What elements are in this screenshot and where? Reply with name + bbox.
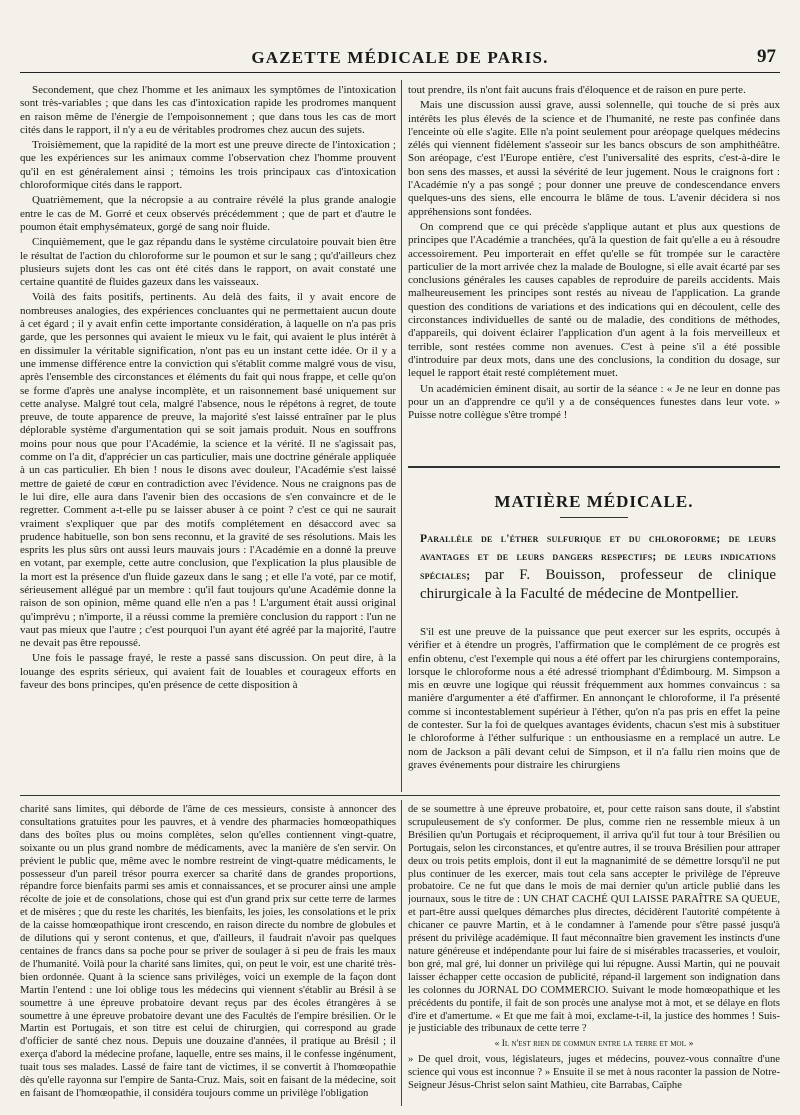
section-title-rule <box>560 517 628 518</box>
page-number: 97 <box>757 46 776 67</box>
column-divider <box>401 80 402 792</box>
paragraph: » De quel droit, vous, législateurs, juges et médecins, pouvez-vous connaître d'une science qui vous est inconnue ? » Ensuite il se met à nous raconter la passion de Notre-Seigneur Jésus-Christ selon saint Mathieu, cite Barrabas, Caïphe <box>408 1054 780 1092</box>
article-body <box>408 626 780 790</box>
section-title: MATIÈRE MÉDICALE. <box>494 492 694 511</box>
article-title <box>420 530 776 604</box>
left-column-top <box>20 84 396 790</box>
paragraph: Voilà des faits positifs, pertinents. Au delà des faits, il y avait encore de nombreuses analogies, des expériences concluantes qui ne permettaient aucun doute à cet égard ; il y avait enfin cette importante considération, à laquelle on n'a pas pris garde, que les personnes qui avaient le mieux vu le fait, qui avaient le plus intérêt à en dissimuler la véritable signification, n'ont pas eu un instant cette idée. Or il y a une immense différence entre la conviction qui s'établit comme malgré vous de visu, après l'ensemble des circonstances et éléments du fait qui nous frappe, et celle qu'on se forme d'après une analyse incomplète, et un raisonnement basé uniquement sur cette analyse. Malgré tout cela, malgré l'absence, nous le répétons à regret, de toute preuve, de toute apparence de preuve, la majorité s'est laissé entraîner par le plus déplorable système d'argumentation qui se soit jamais produit. Nous en souffrons moins pour nous que pour l'Académie, la science et la vérité. Il ne s'agissait pas, comme on l'a dit, d'apprécier un cas particulier, mais une doctrine générale appliquée à un cas particulier. Eh bien ! nous le disons avec douleur, l'Académie s'est laissé mettre de gaieté de cœur en contradiction avec l'évidence. Nous ne craignons pas de le lui dire, elle aura dans l'avenir bien des occasions de s'en convaincre et de le regretter. Comment a-t-elle pu se laisser abuser à ce point ? c'est ce qui ne saurait vraiment s'expliquer que par des motifs complétement en désaccord avec sa prudence habituelle, son bon sens reconnu, et la gravité de ses résolutions. Mais les esprits les plus sûrs ont aussi leurs mauvais jours : l'Académie en a donné la preuve en votant, par exemple, cette autre conclusion, que l'explication la plus plausible de la mort est la présence d'un fluide gazeux dans le sang ; et elle l'a voté, par ce motif, sérieusement allégué par un membre : qu'il faut toujours qu'une Académie donne la raison de son opinion, même quand elle n'en a pas ! L'argument était aussi original qu'imprévu ; n'importe, il a réussi comme la première conclusion du rapport : l'un ne vaut pas mieux que l'autre ; c'est pourquoi l'un ayant été agréé par la majorité, l'autre ne devait pas être repoussé. <box>20 291 396 650</box>
quotation: « Il n'est rien de commun entre la terre et moi. » <box>494 1039 694 1050</box>
paragraph: Une fois le passage frayé, le reste a passé sans discussion. On peut dire, à la louange des esprits sérieux, qui avaient fait de louables et courageux efforts en faveur des bons principes, qu'en présence de cette disposition à <box>20 652 396 692</box>
right-column-top <box>408 84 780 462</box>
paragraph: Secondement, que chez l'homme et les animaux les symptômes de l'intoxication sont très-variables ; que dans les cas d'intoxication rapide les prodromes manquent en raison même de l'énergie de l'empoisonnement ; que dans tous les cas de mort cités dans le rapport, il n'y a eu de véritables prodromes chez aucun des sujets. <box>20 84 396 136</box>
column-divider-lower <box>401 800 402 1106</box>
page-header <box>20 46 780 73</box>
article-author: par F. Bouisson, professeur de clinique chirurgicale à la Faculté de médecine de Montpellier. <box>420 567 777 602</box>
running-title: GAZETTE MÉDICALE DE PARIS. <box>251 48 549 67</box>
section-separator <box>408 466 780 468</box>
paragraph: Cinquièmement, que le gaz répandu dans le système circulatoire pouvait bien être le résultat de l'action du chloroforme sur le poumon et sur le sang ; qu'd'ailleurs chez plusieurs sujets dont les cas ont été cités dans le rapport, on avait constaté une certaine quantité de fluides gazeux dans les vaisseaux. <box>20 236 396 289</box>
right-column-bottom <box>408 804 780 1104</box>
paragraph: charité sans limites, qui déborde de l'âme de ces messieurs, consiste à annoncer des consultations gratuites pour les pauvres, et à vendre des pharmacies homœopathiques dans des boîtes plus ou moins complètes, selon qu'elles contiennent vingt-quatre, soixante ou un plus grand nombre de médicaments, avec la manière de s'en servir. On prévient le public que, même avec le nombre restreint de vingt-quatre médicaments, le possesseur d'un pareil trésor pourra exercer sa charité dans de grandes proportions, répandre force bienfaits parmi ses amis et connaissances, et se procurer ainsi une ample récolte de joie et de consolations, chose qui est d'un grand prix sur cette terre de larmes et de misères ; que du reste les charités, les bienfaits, les joies, les consolations et le prix de la caisse homœopathique iront crescendo, en raison directe du nombre de globules et de dilutions qui y seront contenus, et que, d'ailleurs, il faudrait n'avoir pas quelques centaines de francs dans sa poche pour se priver de soulager à si peu de frais les maux de l'humanité. Voilà pour la charité sans limites, qui, on peut le voir, est une charité très-bien ordonnée. Quant à la science sans privilèges, voici un exemple de la façon dont Martin l'entend : une loi oblige tous les médecins qui viennent s'établir au Brésil à se soumettre à une épreuve probatoire devant reçus par des écoles étrangères à se soumettre à une épreuve probatoire devant une des Facultés de l'empire brésilien. Or le Martin est Portugais, et son titre est celui de chirurgien, qui correspond au grade d'officier de santé chez nous. Depuis une douzaine d'années, il pratique au Brésil ; il exerça d'abord la médecine profane, laquelle, entre ses mains, il le confesse ingénument, tuait tous ses malades. Lassé de faire tant de victimes, il se convertit à l'homœopathie dès qu'elle rayonna sur l'empire de Santa-Cruz. Mais, soit en faisant de la médecine, soit en faisant de l'homœopathie, il considéra toujours comme un privilège l'obligation <box>20 804 396 1099</box>
paragraph: Quatrièmement, que la nécropsie a au contraire révélé la plus grande analogie entre le cas de M. Gorré et ceux observés précédemment ; que de part et d'autre le poumon était emphysémateux, gorgé de sang noir fluide. <box>20 194 396 233</box>
left-column-bottom <box>20 804 396 1104</box>
paragraph: On comprend que ce qui précède s'applique autant et plus aux questions de principes que l'Académie a tranchées, qu'à la question de fait qu'elle a eu à résoudre accessoirement. Peu importerait en effet qu'elle se fût trompée sur le caractère particulier de la mort arrivée chez la malade de Boulogne, si elle avait écarté par ses conclusions générales les causes capables de reproduire de pareils accidents. Mais malheureusement les principes sont restés au niveau de l'application. La grande question des conditions de variations et des indications qui en découlent, celle des circonstances individuelles de santé ou de maladie, des conditions de méthodes, d'appareils, qui doivent éclairer l'application d'un agent à la fois merveilleux et terrible, sont restées comme non avenues. C'est à peine s'il a été possible d'introduire par deux mots, dans une des conclusions, la condition du dosage, sur lequel le rapport était resté complétement muet. <box>408 220 780 380</box>
article-title-text: Parallèle de l'éther sulfurique et du chloroforme; de leurs avantages et de leurs dangers respectifs; de leurs indications spéciales; <box>420 533 776 582</box>
page-separator <box>20 795 780 796</box>
paragraph: Troisièmement, que la rapidité de la mort est une preuve directe de l'intoxication ; que les expériences sur les animaux comme l'observation chez l'homme prouvent qu'il en est généralement ainsi ; témoins les trois principaux cas d'intoxication chloroformique cités dans le rapport. <box>20 139 396 192</box>
paragraph: de se soumettre à une épreuve probatoire, et, pour cette raison sans doute, il s'abstint scrupuleusement de s'y conformer. De plus, comme rien ne ressemble mieux à un Brésilien qu'un Portugais et réciproquement, il arriva qu'il fut tour à tour Brésilien ou Portugais, selon les circonstances, et qu'entre autres, il se trouva Brésilien pour attraper deux ou trois petits emplois, dont il eut la magnanimité de se démettre lorsqu'il ne put plus continuer de les exercer, mais tout cela sans accepter le privilège de l'épreuve probatoire. Ce ne fut que dans le mois de mai dernier qu'un article publié dans les journaux, sous le titre de : UN CHAT CACHÉ QUI LAISSE PARAÎTRE SA QUEUE, et part-être aussi quelques démarches plus directes, décidèrent l'autorité compétente à chicaner ce pauvre Martin, et à le condamner à l'amende pour s'être passé jusqu'à présent du privilège académique. Il faut méconnaître bien gravement les instincts d'une nature généreuse et indépendante pour lui faire de si misérables tracasseries, et vouloir, bon gré, mal gré, lui donner un privilège qui lui répugne. Aussi Martin, qui ne pouvait laisser échapper cette occasion de publicité, répand-il largement son indignation dans les colonnes du JORNAL DO COMMERCIO. Suivant le mode homœopathique et les précédents du pontife, il fait de son procès une analyse mot à mot, et se délaye en flots d'ire et d'amertume. « Et que me fait à moi, exclame-t-il, la justice des hommes ! Suis-je justiciable des tribunaux de cette terre ? <box>408 804 780 1035</box>
paragraph: Un académicien éminent disait, au sortir de la séance : « Je ne leur en donne pas pour un an d'apprendre ce qu'il y a de conséquences funestes dans leur vote. » Puisse notre collègue s'être trompé ! <box>408 382 780 422</box>
paragraph: S'il est une preuve de la puissance que peut exercer sur les esprits, occupés à vérifier et à étendre un progrès, l'affirmation que le complément de ce progrès est enfin obtenu, c'est l'exemple qui nous a été offert par les chirurgiens contemporains, lorsque le chloroforme nous a été adressé triomphant d'Édimbourg. M. Simpson a mis en œuvre une logique qui réussit fréquemment aux hommes convaincus : sa manière d'argumenter a été d'affirmer. En annonçant le chloroforme, il l'a présenté comme si incontestablement supérieur à l'éther, qu'on n'a pas pris en effet la peine de contester. Sur la foi de quelques avantages évidents, chacun s'est mis à substituer le chloroforme à l'éther sulfurique : un enthousiasme en a remplacé un autre. Le nom de Jackson a pâli devant celui de Simpson, et il n'a fallu rien moins que de graves événements pour distraire les chirurgiens <box>408 626 780 771</box>
paragraph: Mais une discussion aussi grave, aussi solennelle, qui touche de si près aux intérêts les plus élevés de la science et de l'humanité, ne reste pas confinée dans l'enceinte où elle s'agite. Elle n'a point seulement pour aréopage quelques médecins zélés qui viennent fidèlement s'asseoir sur les bancs obscurs de son amphithéâtre. Son aréopage, c'est l'Europe entière, c'est l'universalité des esprits, c'est-à-dire le bon sens des masses, et aussi la sévérité de leur jugement. Nous le craignons fort : l'Académie n'y a pas songé ; pour donner une preuve de condescendance envers quelques-uns des siens, elle encourra le blâme de tous. L'avenir décidera si nos appréhensions sont fondées. <box>408 99 780 218</box>
paragraph: tout prendre, ils n'ont fait aucuns frais d'éloquence et de raison en pure perte. <box>408 84 746 96</box>
